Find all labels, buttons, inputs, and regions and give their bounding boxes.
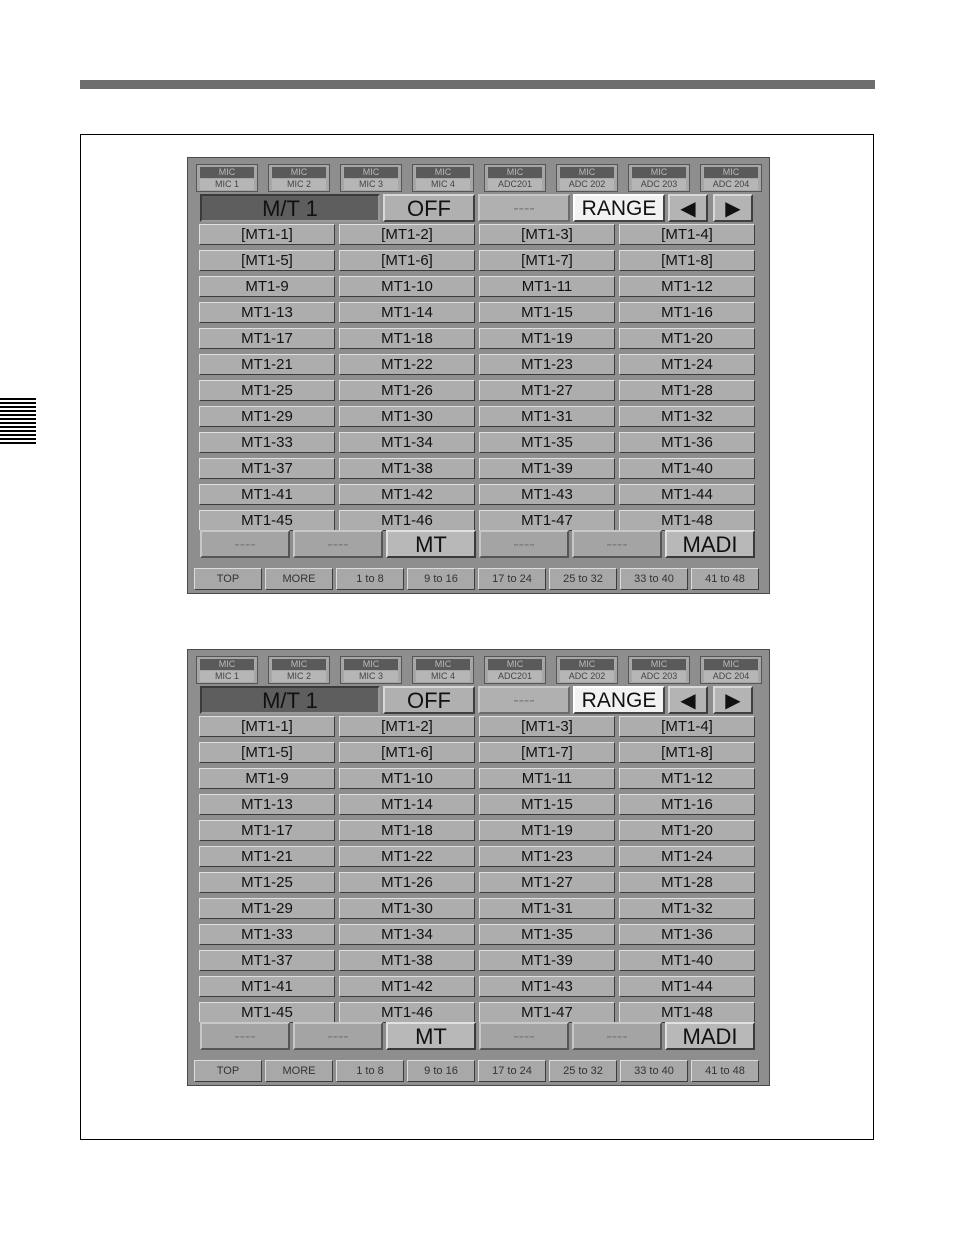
mt-channel-button[interactable]: [MT1-8] <box>619 742 755 763</box>
mt-channel-button[interactable]: MT1-15 <box>479 302 615 323</box>
mt-channel-button[interactable]: MT1-13 <box>199 794 335 815</box>
channel-tile[interactable] <box>628 656 690 684</box>
mt-channel-button[interactable]: MT1-48 <box>619 1002 755 1023</box>
channel-name: MIC 1 <box>200 179 254 190</box>
mt-channel-button[interactable]: MT1-12 <box>619 276 755 297</box>
nav-more-button[interactable]: MORE <box>265 1060 333 1082</box>
section-thumb-tab <box>0 398 36 444</box>
mt-channel-button[interactable]: MT1-23 <box>479 846 615 867</box>
mt-channel-button[interactable]: MT1-38 <box>339 950 475 971</box>
channel-tile[interactable] <box>340 164 402 192</box>
mt-channel-button[interactable]: [MT1-7] <box>479 742 615 763</box>
channel-name: ADC 204 <box>704 179 758 190</box>
channel-type: MIC <box>560 167 614 178</box>
mt-channel-button[interactable]: [MT1-5] <box>199 742 335 763</box>
nav-page-button[interactable]: 17 to 24 <box>478 1060 546 1082</box>
channel-name: ADC201 <box>488 671 542 682</box>
page-nav <box>194 1060 764 1082</box>
mt-channel-button[interactable]: [MT1-8] <box>619 250 755 271</box>
header-rule <box>80 80 875 89</box>
mt-channel-button[interactable]: MT1-41 <box>199 976 335 997</box>
mt-button[interactable]: MT <box>386 1022 476 1050</box>
channel-type: MIC <box>704 167 758 178</box>
mt-channel-button[interactable]: MT1-16 <box>619 794 755 815</box>
mt-channel-button[interactable]: MT1-22 <box>339 846 475 867</box>
mt-title-display: M/T 1 <box>200 194 380 222</box>
channel-name: MIC 4 <box>416 671 470 682</box>
mt-button[interactable]: MT <box>386 530 476 558</box>
blank-button[interactable]: ---- <box>479 1022 569 1050</box>
channel-tile[interactable] <box>268 164 330 192</box>
bottom-row <box>200 530 756 558</box>
mt-channel-button[interactable]: MT1-42 <box>339 976 475 997</box>
mt-channel-button[interactable]: MT1-27 <box>479 380 615 401</box>
mt-channel-button[interactable]: MT1-44 <box>619 976 755 997</box>
mt-channel-button[interactable]: [MT1-5] <box>199 250 335 271</box>
mt-channel-button[interactable]: MT1-39 <box>479 950 615 971</box>
channel-name: ADC 202 <box>560 671 614 682</box>
channel-type: MIC <box>272 167 326 178</box>
nav-top-button[interactable]: TOP <box>194 1060 262 1082</box>
nav-page-button[interactable]: 25 to 32 <box>549 1060 617 1082</box>
mt-channel-button[interactable]: MT1-47 <box>479 510 615 531</box>
mt-channel-button[interactable]: MT1-42 <box>339 484 475 505</box>
madi-button[interactable]: MADI <box>665 1022 755 1050</box>
blank-button[interactable]: ---- <box>572 530 662 558</box>
channel-name: ADC 203 <box>632 671 686 682</box>
mt-channel-button[interactable]: MT1-10 <box>339 276 475 297</box>
mt-channel-button[interactable]: MT1-33 <box>199 432 335 453</box>
mt-channel-button[interactable]: MT1-9 <box>199 276 335 297</box>
mt-channel-button[interactable]: [MT1-4] <box>619 716 755 737</box>
mt-channel-button[interactable]: MT1-26 <box>339 380 475 401</box>
mt-channel-button[interactable]: MT1-44 <box>619 484 755 505</box>
channel-type: MIC <box>488 167 542 178</box>
nav-page-button[interactable]: 41 to 48 <box>691 1060 759 1082</box>
nav-page-button[interactable]: 25 to 32 <box>549 568 617 590</box>
mt-channel-button[interactable]: MT1-48 <box>619 510 755 531</box>
bottom-row <box>200 1022 756 1050</box>
blank-button[interactable]: ---- <box>200 1022 290 1050</box>
mt-channel-button[interactable]: MT1-37 <box>199 950 335 971</box>
mt-channel-button[interactable]: MT1-17 <box>199 820 335 841</box>
arrow-right-icon[interactable]: ▶ <box>713 194 753 222</box>
panel-header <box>200 194 756 222</box>
mt-channel-button[interactable]: MT1-21 <box>199 354 335 375</box>
channel-tile[interactable] <box>412 656 474 684</box>
mt-channel-button[interactable]: MT1-45 <box>199 1002 335 1023</box>
mt-channel-button[interactable]: MT1-34 <box>339 924 475 945</box>
channel-strip <box>196 164 762 192</box>
channel-tile[interactable] <box>268 656 330 684</box>
mt-channel-button[interactable]: MT1-11 <box>479 768 615 789</box>
channel-tile[interactable] <box>484 656 546 684</box>
channel-strip <box>196 656 762 684</box>
channel-type: MIC <box>632 167 686 178</box>
mt-channel-button[interactable]: MT1-40 <box>619 950 755 971</box>
mt-channel-button[interactable]: MT1-45 <box>199 510 335 531</box>
channel-name: MIC 1 <box>200 671 254 682</box>
nav-page-button[interactable]: 9 to 16 <box>407 568 475 590</box>
panel-header <box>200 686 756 714</box>
arrow-right-icon[interactable]: ▶ <box>713 686 753 714</box>
off-button[interactable]: OFF <box>383 194 475 222</box>
mt-channel-button[interactable]: MT1-16 <box>619 302 755 323</box>
mt-channel-button[interactable]: [MT1-2] <box>339 716 475 737</box>
mt-channel-button[interactable]: MT1-14 <box>339 302 475 323</box>
nav-page-button[interactable]: 41 to 48 <box>691 568 759 590</box>
blank-button[interactable]: ---- <box>200 530 290 558</box>
channel-tile[interactable] <box>556 656 618 684</box>
channel-name: MIC 2 <box>272 671 326 682</box>
mt-channel-button[interactable]: MT1-20 <box>619 328 755 349</box>
routing-panel-1 <box>187 157 770 594</box>
nav-page-button[interactable]: 1 to 8 <box>336 1060 404 1082</box>
mt-title-display: M/T 1 <box>200 686 380 714</box>
channel-tile[interactable] <box>556 164 618 192</box>
nav-top-button[interactable]: TOP <box>194 568 262 590</box>
mt-channel-button[interactable]: MT1-26 <box>339 872 475 893</box>
channel-tile[interactable] <box>340 656 402 684</box>
mt-channel-button[interactable]: MT1-38 <box>339 458 475 479</box>
channel-type: MIC <box>200 167 254 178</box>
blank-button[interactable]: ---- <box>572 1022 662 1050</box>
mt-channel-button[interactable]: MT1-28 <box>619 872 755 893</box>
channel-type: MIC <box>488 659 542 670</box>
mt-channel-button[interactable]: MT1-41 <box>199 484 335 505</box>
mt-channel-button[interactable]: MT1-19 <box>479 328 615 349</box>
nav-page-button[interactable]: 9 to 16 <box>407 1060 475 1082</box>
mt-channel-button[interactable]: [MT1-1] <box>199 224 335 245</box>
mt-channel-button[interactable]: MT1-17 <box>199 328 335 349</box>
mt-channel-button[interactable]: [MT1-7] <box>479 250 615 271</box>
mt-channel-button[interactable]: MT1-36 <box>619 924 755 945</box>
mt-channel-button[interactable]: MT1-13 <box>199 302 335 323</box>
channel-tile[interactable] <box>196 164 258 192</box>
mt-channel-button[interactable]: MT1-24 <box>619 846 755 867</box>
channel-type: MIC <box>344 659 398 670</box>
mt-channel-button[interactable]: MT1-19 <box>479 820 615 841</box>
mt-channel-button[interactable]: MT1-35 <box>479 924 615 945</box>
blank-button[interactable]: ---- <box>478 194 570 222</box>
mt-channel-button[interactable]: MT1-43 <box>479 484 615 505</box>
nav-page-button[interactable]: 17 to 24 <box>478 568 546 590</box>
mt-channel-button[interactable]: MT1-47 <box>479 1002 615 1023</box>
blank-button[interactable]: ---- <box>478 686 570 714</box>
channel-name: ADC201 <box>488 179 542 190</box>
channel-name: MIC 3 <box>344 179 398 190</box>
blank-button[interactable]: ---- <box>293 530 383 558</box>
channel-name: MIC 3 <box>344 671 398 682</box>
mt-channel-button[interactable]: MT1-24 <box>619 354 755 375</box>
routing-panel-2 <box>187 649 770 1086</box>
mt-channel-button[interactable]: MT1-11 <box>479 276 615 297</box>
mt-channel-button[interactable]: MT1-10 <box>339 768 475 789</box>
channel-type: MIC <box>704 659 758 670</box>
mt-channel-button[interactable]: MT1-23 <box>479 354 615 375</box>
madi-button[interactable]: MADI <box>665 530 755 558</box>
mt-channel-button[interactable]: MT1-46 <box>339 1002 475 1023</box>
channel-tile[interactable] <box>412 164 474 192</box>
mt-channel-button[interactable]: [MT1-1] <box>199 716 335 737</box>
channel-name: MIC 4 <box>416 179 470 190</box>
channel-tile[interactable] <box>484 164 546 192</box>
arrow-left-icon[interactable]: ◀ <box>668 194 708 222</box>
mt-channel-button[interactable]: MT1-12 <box>619 768 755 789</box>
blank-button[interactable]: ---- <box>479 530 569 558</box>
mt-channel-button[interactable]: MT1-28 <box>619 380 755 401</box>
nav-page-button[interactable]: 33 to 40 <box>620 568 688 590</box>
mt-channel-button[interactable]: MT1-25 <box>199 380 335 401</box>
mt-channel-button[interactable]: MT1-14 <box>339 794 475 815</box>
mt-channel-button[interactable]: MT1-31 <box>479 406 615 427</box>
mt-channel-button[interactable]: MT1-36 <box>619 432 755 453</box>
mt-channel-button[interactable]: [MT1-4] <box>619 224 755 245</box>
mt-channel-button[interactable]: MT1-37 <box>199 458 335 479</box>
mt-channel-button[interactable]: MT1-27 <box>479 872 615 893</box>
mt-channel-button[interactable]: MT1-25 <box>199 872 335 893</box>
mt-channel-button[interactable]: MT1-34 <box>339 432 475 453</box>
channel-tile[interactable] <box>628 164 690 192</box>
mt-channel-button[interactable]: MT1-33 <box>199 924 335 945</box>
channel-type: MIC <box>272 659 326 670</box>
off-button[interactable]: OFF <box>383 686 475 714</box>
range-button[interactable]: RANGE <box>573 686 665 714</box>
mt-channel-button[interactable]: [MT1-3] <box>479 224 615 245</box>
mt-channel-button[interactable]: MT1-43 <box>479 976 615 997</box>
range-button[interactable]: RANGE <box>573 194 665 222</box>
channel-name: ADC 203 <box>632 179 686 190</box>
nav-page-button[interactable]: 33 to 40 <box>620 1060 688 1082</box>
mt-channel-grid <box>199 224 757 531</box>
mt-channel-grid <box>199 716 757 1023</box>
mt-channel-button[interactable]: MT1-29 <box>199 406 335 427</box>
channel-name: MIC 2 <box>272 179 326 190</box>
mt-channel-button[interactable]: MT1-46 <box>339 510 475 531</box>
channel-tile[interactable] <box>700 164 762 192</box>
mt-channel-button[interactable]: MT1-20 <box>619 820 755 841</box>
channel-type: MIC <box>560 659 614 670</box>
mt-channel-button[interactable]: MT1-30 <box>339 898 475 919</box>
mt-channel-button[interactable]: MT1-18 <box>339 820 475 841</box>
mt-channel-button[interactable]: MT1-32 <box>619 898 755 919</box>
mt-channel-button[interactable]: MT1-32 <box>619 406 755 427</box>
nav-page-button[interactable]: 1 to 8 <box>336 568 404 590</box>
mt-channel-button[interactable]: MT1-35 <box>479 432 615 453</box>
mt-channel-button[interactable]: MT1-15 <box>479 794 615 815</box>
mt-channel-button[interactable]: [MT1-3] <box>479 716 615 737</box>
mt-channel-button[interactable]: MT1-30 <box>339 406 475 427</box>
channel-type: MIC <box>344 167 398 178</box>
mt-channel-button[interactable]: MT1-31 <box>479 898 615 919</box>
mt-channel-button[interactable]: MT1-9 <box>199 768 335 789</box>
mt-channel-button[interactable]: MT1-18 <box>339 328 475 349</box>
page-nav <box>194 568 764 590</box>
mt-channel-button[interactable]: MT1-22 <box>339 354 475 375</box>
channel-name: ADC 204 <box>704 671 758 682</box>
arrow-left-icon[interactable]: ◀ <box>668 686 708 714</box>
channel-tile[interactable] <box>196 656 258 684</box>
nav-more-button[interactable]: MORE <box>265 568 333 590</box>
mt-channel-button[interactable]: MT1-39 <box>479 458 615 479</box>
blank-button[interactable]: ---- <box>293 1022 383 1050</box>
mt-channel-button[interactable]: [MT1-6] <box>339 250 475 271</box>
mt-channel-button[interactable]: MT1-21 <box>199 846 335 867</box>
channel-type: MIC <box>200 659 254 670</box>
channel-name: ADC 202 <box>560 179 614 190</box>
channel-type: MIC <box>416 659 470 670</box>
mt-channel-button[interactable]: MT1-40 <box>619 458 755 479</box>
channel-tile[interactable] <box>700 656 762 684</box>
mt-channel-button[interactable]: [MT1-6] <box>339 742 475 763</box>
mt-channel-button[interactable]: MT1-29 <box>199 898 335 919</box>
mt-channel-button[interactable]: [MT1-2] <box>339 224 475 245</box>
channel-type: MIC <box>416 167 470 178</box>
channel-type: MIC <box>632 659 686 670</box>
